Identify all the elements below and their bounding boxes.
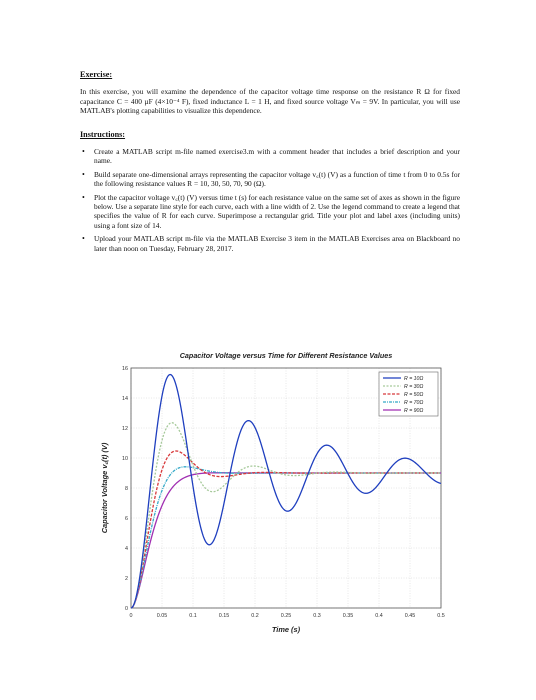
x-tick-label: 0.45 [404,613,416,619]
instruction-item: • Plot the capacitor voltage v꜀(t) (V) versus time t (s) for each resistance value on the same set of axes as shown in the figure below. Use a separate line style for each curve, each with a line width of 2. Use the legend command to create a legend that specifies the value of R for each curve. Superimpose a rectangular grid. Title your plot and label axes (including units) using a font size of 14. [94,193,460,231]
x-tick-label: 0.2 [251,613,259,619]
x-tick-label: 0.35 [342,613,354,619]
instruction-item: • Create a MATLAB script m-file named exercise3.m with a comment header that includes a brief description and your name. [94,147,460,166]
x-tick-label: 0.4 [375,613,383,619]
y-tick-label: 0 [125,606,128,612]
y-tick-label: 6 [125,516,128,522]
y-tick-label: 14 [122,396,128,402]
document-body [80,70,460,257]
y-tick-label: 4 [125,546,128,552]
legend-label: R = 70Ω [404,400,424,406]
legend-label: R = 90Ω [404,408,424,414]
y-tick-label: 16 [122,366,128,372]
x-tick-label: 0.05 [156,613,168,619]
chart-title: Capacitor Voltage versus Time for Different Resistance Values [179,351,393,360]
chart-figure [96,346,446,636]
legend-label: R = 50Ω [404,392,424,398]
x-tick-label: 0.3 [313,613,321,619]
exercise-paragraph: In this exercise, you will examine the dependence of the capacitor voltage time response on the resistance R Ω for fixed capacitance C = 400 µF (4×10⁻⁴ F), fixed inductance L = 1 H, and fixed source voltage Vₘ = 9V. In particular, you will use MATLAB's plotting capabilities to visualize this dependence. [80,87,460,116]
x-tick-label: 0.1 [189,613,197,619]
y-tick-label: 12 [122,426,128,432]
y-tick-label: 2 [125,576,128,582]
chart-svg [96,346,446,636]
instruction-item: • Build separate one-dimensional arrays representing the capacitor voltage v꜀(t) (V) as a function of time t from 0 to 0.5s for the following resistance values R = 10, 30, 50, 70, 90 (Ω). [94,170,460,189]
x-tick-label: 0 [129,613,133,619]
x-tick-label: 0.25 [280,613,292,619]
instruction-item: • Upload your MATLAB script m-file via the MATLAB Exercise 3 item in the MATLAB Exercises area on Blackboard no later than noon on Tuesday, February 28, 2017. [94,234,460,253]
x-axis-label: Time (s) [271,625,301,634]
y-tick-label: 10 [122,456,128,462]
instructions-list [80,147,460,253]
legend-label: R = 10Ω [404,376,424,382]
exercise-heading: Exercise: [80,70,113,79]
y-axis-label: Capacitor Voltage v꜀(t) (V) [100,442,109,534]
instructions-heading: Instructions: [80,129,126,139]
legend-label: R = 30Ω [404,384,424,390]
chart-legend [379,372,438,416]
x-tick-label: 0.15 [218,613,230,619]
x-tick-label: 0.5 [437,613,445,619]
y-tick-label: 8 [125,486,128,492]
